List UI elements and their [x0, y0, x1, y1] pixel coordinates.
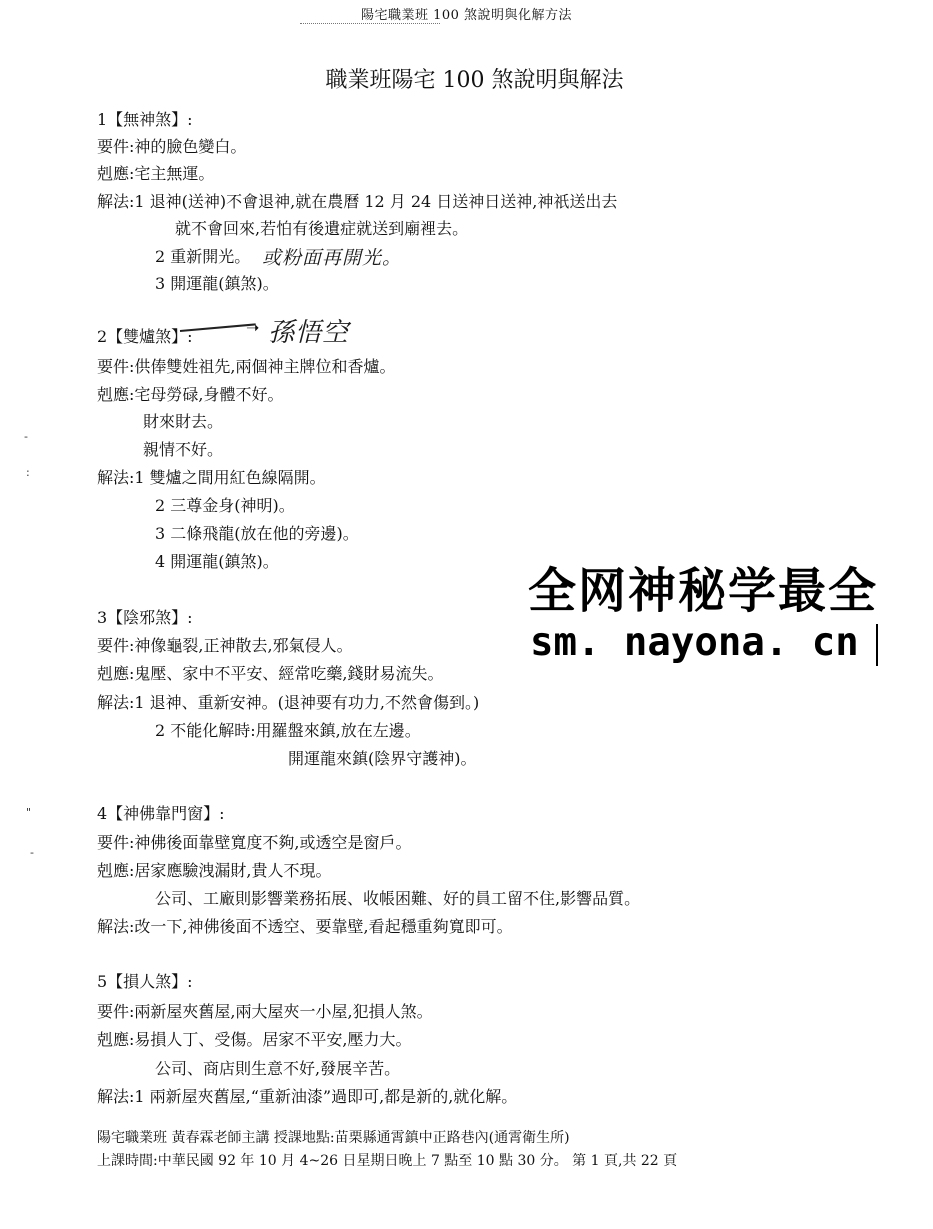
scan-speck: "	[26, 806, 32, 819]
section-3-solution-1: 解法:1 退神、重新安神。(退神要有功力,不然會傷到。)	[97, 693, 480, 712]
section-1-handwritten-note: 或粉面再開光。	[262, 247, 403, 269]
footer-line-1: 陽宅職業班 黃春霖老師主講 授課地點:苗栗縣通霄鎮中正路巷內(通霄衛生所)	[97, 1130, 570, 1146]
document-title: 職業班陽宅 100 煞說明與解法	[325, 68, 624, 93]
section-2-handwritten-note: 孫悟空	[268, 318, 350, 348]
section-2-solution-2: 2 三尊金身(神明)。	[155, 496, 295, 515]
section-4-requirement: 要件:神佛後面靠壁寬度不夠,或透空是窗戶。	[97, 833, 412, 852]
section-2-heading: 2【雙爐煞】:	[97, 327, 193, 346]
running-header: 陽宅職業班 100 煞說明與化解方法	[360, 8, 573, 23]
watermark-line-2: sm. nayona. cn	[530, 620, 859, 665]
section-2-effect-3: 親情不好。	[143, 440, 224, 459]
section-1-solution-3: 3 開運龍(鎮煞)。	[155, 274, 279, 293]
section-3-solution-3: 開運龍來鎮(陰界守護神)。	[288, 749, 477, 768]
text-cursor	[876, 624, 878, 666]
section-1-requirement: 要件:神的臉色變白。	[97, 137, 247, 156]
section-1-heading: 1【無神煞】:	[97, 110, 193, 129]
scan-speck: :	[26, 466, 30, 479]
section-3-heading: 3【陰邪煞】:	[97, 608, 193, 627]
section-4-solution: 解法:改一下,神佛後面不透空、要靠壁,看起穩重夠寬即可。	[97, 917, 513, 936]
section-3-requirement: 要件:神像龜裂,正神散去,邪氣侵人。	[97, 636, 353, 655]
section-2-solution-1: 解法:1 雙爐之間用紅色線隔開。	[97, 468, 326, 487]
section-5-heading: 5【損人煞】:	[97, 972, 193, 991]
section-4-heading: 4【神佛靠門窗】:	[97, 804, 225, 823]
section-4-effect-2: 公司、工廠則影響業務拓展、收帳困難、好的員工留不住,影響品質。	[155, 889, 641, 908]
section-2-requirement: 要件:供俸雙姓祖先,兩個神主牌位和香爐。	[97, 357, 396, 376]
handwritten-arrowhead: ➝	[246, 318, 260, 337]
section-4-effect-1: 剋應:居家應驗洩漏財,貴人不現。	[97, 861, 332, 880]
section-1-solution-1: 解法:1 退神(送神)不會退神,就在農曆 12 月 24 日送神日送神,神祇送出去	[97, 192, 618, 211]
watermark-line-1: 全网神秘学最全	[528, 563, 879, 619]
section-1-effect: 剋應:宅主無運。	[97, 164, 215, 183]
section-5-effect-1: 剋應:易損人丁、受傷。居家不平安,壓力大。	[97, 1030, 412, 1049]
scan-speck: -	[24, 430, 28, 443]
section-2-solution-4: 4 開運龍(鎮煞)。	[155, 552, 279, 571]
scan-speck: -	[30, 846, 34, 859]
section-5-solution: 解法:1 兩新屋夾舊屋,“重新油漆”過即可,都是新的,就化解。	[97, 1087, 518, 1106]
section-3-effect: 剋應:鬼壓、家中不平安、經常吃藥,錢財易流失。	[97, 664, 444, 683]
footer-line-2: 上課時間:中華民國 92 年 10 月 4~26 日星期日晚上 7 點至 10 點 30 分。 第 1 頁,共 22 頁	[97, 1153, 678, 1169]
section-2-effect-1: 剋應:宅母勞碌,身體不好。	[97, 385, 284, 404]
section-3-solution-2: 2 不能化解時:用羅盤來鎮,放在左邊。	[155, 721, 421, 740]
section-5-requirement: 要件:兩新屋夾舊屋,兩大屋夾一小屋,犯損人煞。	[97, 1002, 433, 1021]
section-1-solution-1-cont: 就不會回來,若怕有後遺症就送到廟裡去。	[175, 219, 469, 238]
section-2-effect-2: 財來財去。	[143, 412, 224, 431]
section-5-effect-2: 公司、商店則生意不好,發展辛苦。	[155, 1059, 401, 1078]
header-rule	[300, 23, 440, 26]
section-1-solution-2: 2 重新開光。	[155, 247, 251, 266]
section-2-solution-3: 3 二條飛龍(放在他的旁邊)。	[155, 524, 359, 543]
